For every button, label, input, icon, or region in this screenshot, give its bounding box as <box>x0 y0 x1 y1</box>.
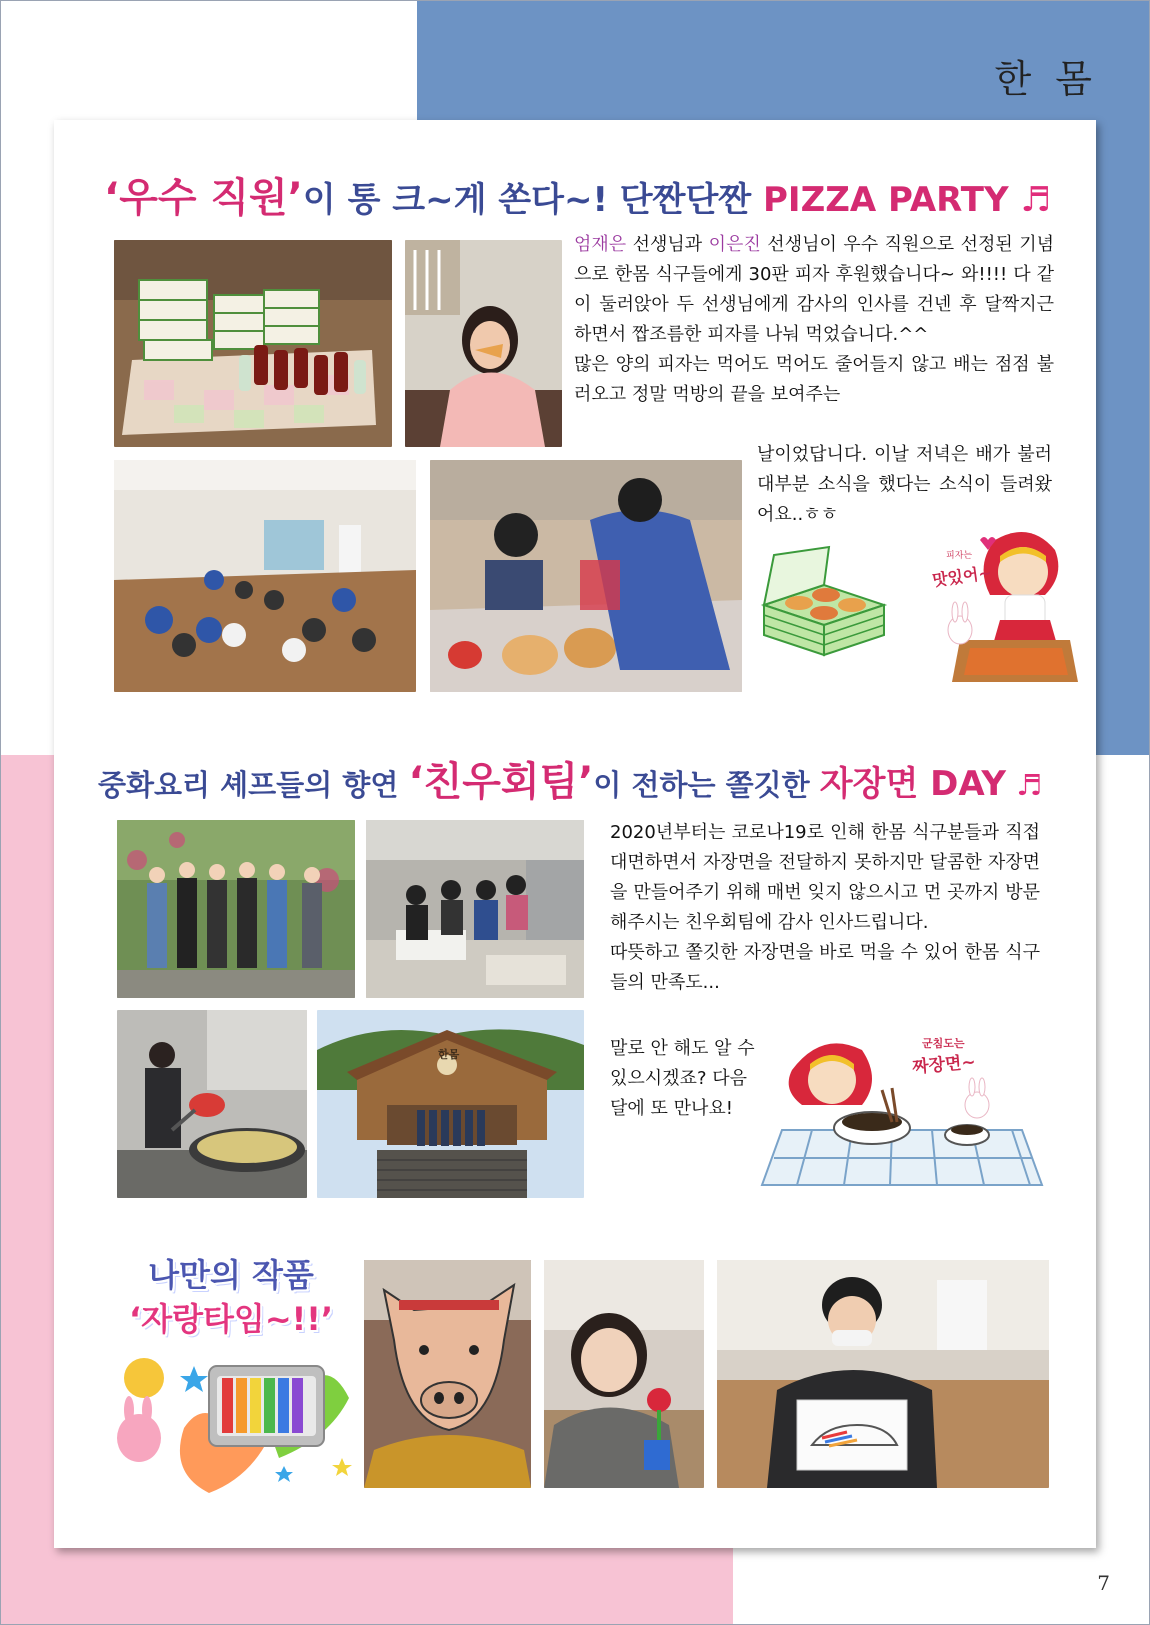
title-quote: ‘우수 직원’ <box>104 175 303 221</box>
title-quote: ‘친우회팀’ <box>408 759 594 805</box>
building-sign: 한몸 <box>438 1048 460 1061</box>
sticker-main-text: 짜장면~ <box>911 1052 977 1078</box>
section1-paragraph-1: 선생님이 우수 직원으로 선정된 기념으로 한몸 식구들에게 30판 피자 후원했습니다~ 와!!!! 다 같이 둘러앉아 두 선생님에게 감사의 인사를 건넨 후 달짝지근하면서 짭조름한 피자를 나눠 먹었습니다.^^ <box>574 234 1054 345</box>
section1-title <box>104 166 1051 223</box>
photo-building-group <box>317 1010 584 1198</box>
section3-title-line2: ‘자랑타임~!!’ <box>129 1300 333 1338</box>
photo-group-outdoor <box>117 820 355 998</box>
section2-paragraph-1: 2020년부터는 코로나19로 인해 한몸 식구분들과 직접 대면하면서 자장면을 전달하지 못하지만 달콤한 자장면을 만들어주기 위해 매번 잊지 않으시고 먼 곳까지 방문해주시는 친우회팀에 감사 인사드립니다. <box>610 822 1040 933</box>
photo-serving-pizza <box>430 460 742 692</box>
section2-text-top <box>610 818 1040 998</box>
section3-title-line1: 나만의 작품 <box>148 1256 314 1294</box>
photo-animal-mask-craft <box>364 1260 531 1488</box>
section1-paragraph-3: 날이었답니다. 이날 저녁은 배가 불러 대부분 소식을 했다는 소식이 들려왔어요..ㅎㅎ <box>757 444 1052 525</box>
title-start: 중화요리 셰프들의 향연 <box>98 768 409 802</box>
music-note-icon: ♬ <box>1020 180 1051 220</box>
photo-woman-eating <box>405 240 562 447</box>
girl-eating-pizza-sticker <box>920 520 1085 685</box>
jajangmyeon-illustration <box>752 1030 1052 1190</box>
sticker-tasty-text: 맛있어~ <box>931 562 993 591</box>
section3-title <box>126 1253 336 1341</box>
section2-paragraph-3: 말로 안 해도 알 수 있으시겠죠? 다음 달에 또 만나요! <box>610 1038 755 1119</box>
photo-kitchen-team <box>366 820 584 998</box>
title-highlight: PIZZA PARTY <box>763 180 1009 220</box>
section1-text-top <box>574 230 1054 410</box>
photo-chef-cooking <box>117 1010 307 1198</box>
corner-title: 한 몸 <box>994 57 1098 101</box>
sticker-top-text: 군침도는 <box>922 1037 965 1050</box>
staff-name-2: 이은진 <box>708 234 761 255</box>
title-rest: 이 통 크~게 쏜다~! 단짠단짠 <box>302 180 763 220</box>
music-note-icon: ♬ <box>1016 768 1043 802</box>
section2-paragraph-2: 따뜻하고 쫄깃한 자장면을 바로 먹을 수 있어 한몸 식구들의 만족도... <box>610 942 1040 993</box>
photo-pizza-boxes <box>114 240 392 447</box>
staff-name-1: 엄재은 <box>574 234 627 255</box>
pizza-box-illustration <box>754 545 894 665</box>
name-connector: 선생님과 <box>626 234 709 255</box>
content-card <box>54 120 1096 1548</box>
page-number: 7 <box>1097 1571 1110 1595</box>
section2-title <box>98 750 1042 807</box>
photo-flower-craft <box>544 1260 704 1488</box>
section1-text-bottom <box>757 440 1052 530</box>
photo-hall-gathering <box>114 460 416 692</box>
sticker-small-text: 피자는 <box>946 551 973 561</box>
photo-car-drawing <box>717 1260 1049 1488</box>
title-highlight: 자장면 DAY <box>819 764 1007 804</box>
crayon-box-illustration <box>114 1348 354 1498</box>
section1-paragraph-2: 많은 양의 피자는 먹어도 먹어도 줄어들지 않고 배는 점점 불러오고 정말 먹방의 끝을 보여주는 <box>574 354 1054 405</box>
title-middle: 이 전하는 쫄깃한 <box>593 768 820 802</box>
section2-text-bottom <box>610 1034 770 1124</box>
